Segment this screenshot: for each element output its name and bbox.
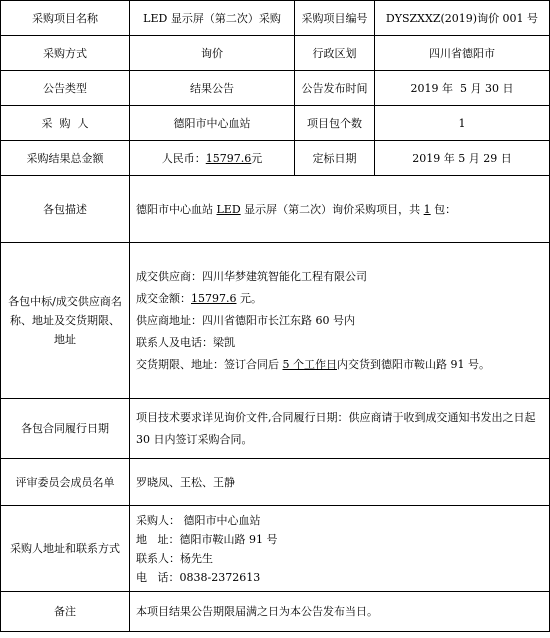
remark-label: 备注 — [1, 592, 130, 632]
purchaser-label: 采 购 人 — [1, 106, 130, 141]
winner-amount-line — [136, 290, 543, 307]
row-method — [1, 36, 550, 71]
committee-members: 罗晓凤、王松、王静 — [130, 459, 550, 506]
currency-prefix: 人民币： — [161, 151, 206, 165]
winner-label: 各包中标/成交供应商名称、地址及交货期限、地址 — [1, 243, 130, 399]
contact-purchaser: 采购人： 德阳市中心血站 — [136, 513, 261, 527]
notice-type-label: 公告类型 — [1, 71, 130, 106]
total-amount-label: 采购结果总金额 — [1, 141, 130, 176]
project-no-label: 采购项目编号 — [295, 1, 375, 36]
project-name-label: 采购项目名称 — [1, 1, 130, 36]
publish-time-label: 公告发布时间 — [295, 71, 375, 106]
row-contact — [1, 506, 550, 592]
package-desc-value — [130, 176, 550, 243]
package-desc-end: 包： — [430, 202, 457, 216]
committee-label: 评审委员会成员名单 — [1, 459, 130, 506]
delivery-post: 内交货到德阳市鞍山路 91 号。 — [337, 358, 490, 371]
winner-amount-prefix: 成交金额： — [136, 292, 191, 305]
region-value: 四川省德阳市 — [375, 36, 550, 71]
delivery-days: 5 个工作日 — [282, 358, 337, 371]
winner-address: 供应商地址：四川省德阳市长江东路 60 号内 — [136, 314, 355, 327]
package-desc-label: 各包描述 — [1, 176, 130, 243]
package-count-label: 项目包个数 — [295, 106, 375, 141]
package-desc-product: LED — [216, 202, 241, 216]
package-desc-text-2: 显示屏（第二次）询价采购项目，共 — [240, 202, 424, 216]
region-label: 行政区划 — [295, 36, 375, 71]
project-no-value: DYSZXXZ(2019)询价 001 号 — [375, 1, 550, 36]
winner-amount-suffix: 元。 — [236, 292, 262, 305]
row-purchaser — [1, 106, 550, 141]
winner-supplier: 成交供应商：四川华梦建筑智能化工程有限公司 — [136, 270, 367, 283]
winner-amount: 15797.6 — [191, 292, 237, 305]
publish-time-value: 2019 年 5 月 30 日 — [375, 71, 550, 106]
row-contract — [1, 399, 550, 459]
package-desc-text: 德阳市中心血站 — [136, 202, 217, 216]
total-amount-value — [130, 141, 295, 176]
method-value: 询价 — [130, 36, 295, 71]
row-winner — [1, 243, 550, 399]
row-committee — [1, 459, 550, 506]
package-count-inline: 1 — [423, 202, 431, 216]
winner-contact: 联系人及电话：梁凯 — [136, 336, 235, 349]
package-count-value: 1 — [375, 106, 550, 141]
row-project — [1, 1, 550, 36]
contact-details — [130, 506, 550, 592]
remark-value: 本项目结果公告期限届满之日为本公告发布当日。 — [130, 592, 550, 632]
method-label: 采购方式 — [1, 36, 130, 71]
bid-date-label: 定标日期 — [295, 141, 375, 176]
purchaser-value: 德阳市中心血站 — [130, 106, 295, 141]
currency-suffix: 元 — [251, 151, 263, 165]
contact-address: 地 址：德阳市鞍山路 91 号 — [136, 532, 278, 546]
contact-person: 联系人：杨先生 — [136, 551, 213, 565]
notice-type-value: 结果公告 — [130, 71, 295, 106]
row-notice-type — [1, 71, 550, 106]
contract-date-label: 各包合同履行日期 — [1, 399, 130, 459]
contact-label: 采购人地址和联系方式 — [1, 506, 130, 592]
bid-date-value: 2019 年 5 月 29 日 — [375, 141, 550, 176]
total-amount: 15797.6 — [205, 151, 252, 165]
contract-date-value: 项目技术要求详见询价文件,合同履行日期：供应商请于收到成交通知书发出之日起 30 日内签订采购合同。 — [130, 399, 550, 459]
project-name-value: LED 显示屏（第二次）采购 — [130, 1, 295, 36]
row-package-desc — [1, 176, 550, 243]
delivery-pre: 交货期限、地址：签订合同后 — [136, 358, 283, 371]
winner-delivery — [136, 356, 543, 373]
row-total — [1, 141, 550, 176]
row-remark — [1, 592, 550, 632]
contact-phone: 电 话：0838-2372613 — [136, 570, 261, 584]
winner-details — [130, 243, 550, 399]
